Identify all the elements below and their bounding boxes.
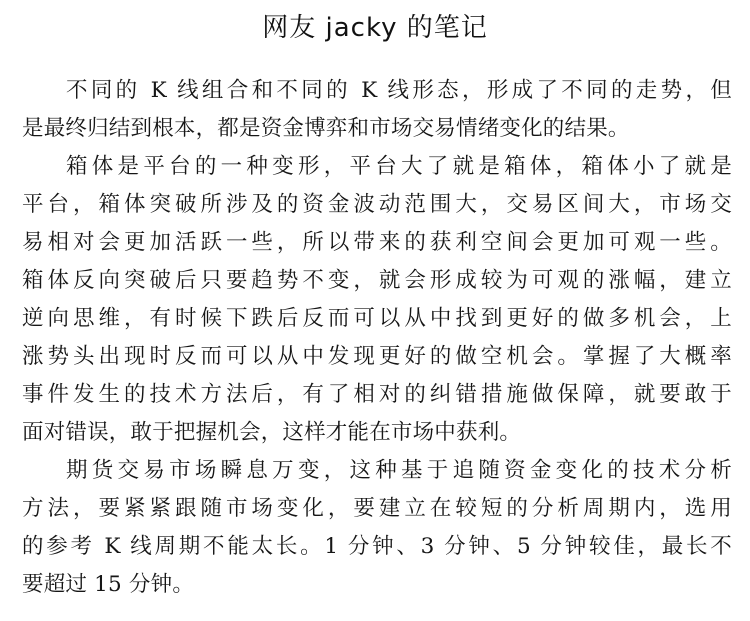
article-body bbox=[22, 72, 732, 604]
text-line: 箱体反向突破后只要趋势不变，就会形成较为可观的涨幅，建立 bbox=[22, 268, 732, 293]
text-line: 要超过 15 分钟。 bbox=[22, 572, 195, 597]
text-line: 不同的 K 线组合和不同的 K 线形态，形成了不同的走势，但 bbox=[66, 78, 732, 103]
text-line: 面对错误，敢于把握机会，这样才能在市场中获利。 bbox=[22, 420, 522, 445]
text-line: 的参考 K 线周期不能太长。1 分钟、3 分钟、5 分钟较佳，最长不 bbox=[22, 534, 732, 559]
paragraph-1 bbox=[22, 72, 732, 148]
paragraph-3 bbox=[22, 452, 732, 604]
paragraph-2 bbox=[22, 148, 732, 452]
text-line: 平台，箱体突破所涉及的资金波动范围大，交易区间大，市场交 bbox=[22, 192, 732, 217]
text-line: 箱体是平台的一种变形，平台大了就是箱体，箱体小了就是 bbox=[66, 154, 732, 179]
page-title: 网友 jacky 的笔记 bbox=[262, 13, 488, 43]
text-line: 易相对会更加活跃一些，所以带来的获利空间会更加可观一些。 bbox=[22, 230, 732, 255]
text-line: 事件发生的技术方法后，有了相对的纠错措施做保障，就要敢于 bbox=[22, 382, 732, 407]
text-line: 方法，要紧紧跟随市场变化，要建立在较短的分析周期内，选用 bbox=[22, 496, 732, 521]
text-line: 逆向思维，有时候下跌后反而可以从中找到更好的做多机会，上 bbox=[22, 306, 732, 331]
text-line: 期货交易市场瞬息万变，这种基于追随资金变化的技术分析 bbox=[66, 458, 732, 483]
text-line: 是最终归结到根本，都是资金博弈和市场交易情绪变化的结果。 bbox=[22, 116, 630, 141]
text-line: 涨势头出现时反而可以从中发现更好的做空机会。掌握了大概率 bbox=[22, 344, 732, 369]
